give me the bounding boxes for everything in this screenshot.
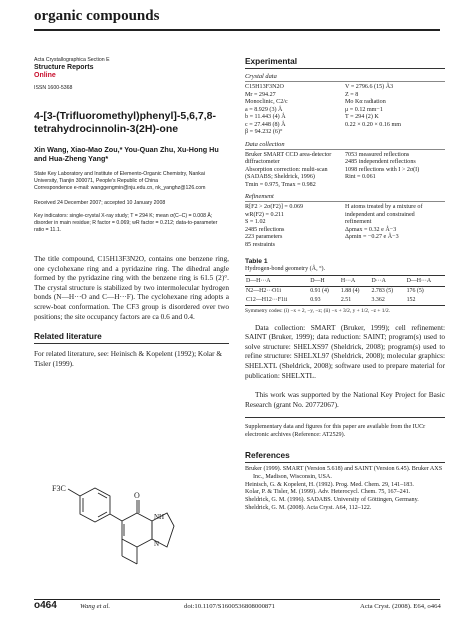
table-cell: 1.88 (4): [340, 288, 360, 294]
table-header-cell: D—H···A: [406, 276, 445, 287]
affil-line-3: Correspondence e-mail: wanggengmin@nju.edu.cn, nk_yanghz@126.com: [34, 185, 206, 191]
label-oxygen: O: [134, 491, 140, 500]
references-heading: References: [245, 450, 445, 463]
crystal-mr: Mr = 294.27: [245, 91, 276, 98]
experimental-heading: Experimental: [245, 56, 445, 69]
collection-line: Bruker SMART CCD area-detector: [245, 151, 332, 158]
refinement-right: [345, 204, 445, 249]
reference-item: Heinisch, G. & Kopelent, H. (1992). Prog. Med. Chem. 29, 141–183.: [245, 481, 414, 488]
footer-authors: Wang et al.: [80, 603, 111, 610]
keyinfo-line-2: disorder in main residue; R factor = 0.069; wR factor = 0.212; data-to-parameter: [34, 220, 218, 226]
crystal-data-heading: Crystal data: [245, 73, 445, 82]
footer-journal: Acta Cryst. (2008). E64, o464: [360, 603, 441, 610]
refinement-line: H atoms treated by a mixture of: [345, 204, 423, 210]
affil-line-2: University, Tianjin 300071, People's Republic of China: [34, 178, 159, 184]
authors-line-2: and Hua-Zheng Yang*: [34, 154, 109, 163]
label-cf3: F3C: [52, 484, 66, 493]
data-collection-right: [345, 152, 445, 190]
collection-line: 2485 independent reflections: [345, 159, 416, 165]
refinement: [245, 204, 445, 249]
key-indicators: [34, 213, 229, 234]
authors-line-1: Xin Wang, Xiao-Mao Zou,* You-Quan Zhu, Xu-Hong Hu: [34, 145, 219, 154]
crystal-mu: μ = 0.12 mm−1: [345, 106, 383, 113]
crystal-data-left: [245, 84, 345, 137]
journal-meta: [34, 57, 229, 80]
table-header-cell: D···A: [371, 276, 406, 287]
crystal-temperature: T = 294 (2) K: [345, 114, 379, 120]
refinement-line: 2485 reflections: [245, 226, 285, 233]
references-list: [245, 466, 445, 513]
reference-item: Bruker (1999). SMART (Version 5.618) and SAINT (Version 6.45). Bruker AXS Inc., Madison, Wisconsin, USA.: [245, 465, 443, 480]
symmetry-codes: Symmetry codes: (i) −x + 2, −y, −z; (ii) −x + 3/2, y + 1/2, −z + 1/2.: [245, 307, 390, 314]
title-line-1: 4-[3-(Trifluoromethyl)phenyl]-5,6,7,8-: [34, 110, 217, 122]
journal-name: Acta Crystallographica Section E: [34, 57, 110, 63]
related-literature-text: For related literature, see: Heinisch & Kopelent (1992); Kolar & Tisler (1999).: [34, 349, 223, 368]
refinement-line: 85 restraints: [245, 241, 275, 248]
table-cell: 2.783 (5): [371, 288, 394, 294]
supplementary-note: Supplementary data and figures for this paper are available from the IUCr electronic archives (Reference: AT2529).: [245, 417, 445, 440]
molecule-structure-diagram: [50, 468, 175, 573]
crystal-size: 0.22 × 0.20 × 0.16 mm: [345, 121, 401, 128]
refinement-line: wR(F2) = 0.211: [245, 211, 284, 218]
refinement-line: Δρmax = 0.32 e Å−3: [345, 226, 397, 233]
table-header-cell: D—H: [309, 276, 340, 287]
crystal-b: b = 11.443 (4) Å: [245, 114, 286, 120]
issn: ISSN 1600-5368: [34, 85, 73, 91]
article-title: [34, 110, 229, 136]
table-cell: N2—H2···O1i: [246, 288, 282, 294]
collection-line: Rint = 0.061: [345, 174, 376, 180]
refinement-left: [245, 204, 345, 249]
table-row: [245, 287, 445, 296]
reference-item: Sheldrick, G. M. (1996). SADABS. University of Göttingen, Germany.: [245, 497, 419, 504]
crystal-z: Z = 8: [345, 91, 359, 98]
data-collection-left: [245, 152, 345, 190]
related-literature-heading: Related literature: [34, 331, 229, 344]
crystal-beta: β = 94.232 (6)°: [245, 129, 283, 135]
collection-line: 1098 reflections with I > 2σ(I): [345, 166, 420, 173]
table-cell: 3.362: [371, 296, 406, 305]
table-cell: 176 (5): [406, 288, 424, 294]
collection-line: (SADABS; Sheldrick, 1996): [245, 174, 315, 180]
authors: [34, 145, 229, 163]
refinement-line: R[F2 > 2σ(F2)] = 0.069: [245, 204, 304, 210]
crystal-system: Monoclinic, C2/c: [245, 99, 288, 105]
table-1: [245, 258, 445, 314]
refinement-line: independent and constrained: [345, 211, 415, 218]
crystal-volume: V = 2796.6 (15) Å3: [345, 84, 394, 90]
collection-line: Absorption correction: multi-scan: [245, 166, 328, 173]
collection-line: 7053 measured reflections: [345, 151, 410, 158]
affiliation: [34, 171, 229, 192]
table-cell: 0.93: [309, 296, 340, 305]
footer-doi: doi:10.1107/S1600536808000871: [184, 603, 275, 610]
crystal-c: c = 27.448 (8) Å: [245, 121, 286, 128]
data-collection-heading: Data collection: [245, 141, 445, 150]
crystal-data-right: [345, 84, 445, 137]
header-rule: [34, 29, 440, 31]
refinement-line: 223 parameters: [245, 234, 283, 240]
table-cell: C12—H12···F1ii: [245, 296, 309, 305]
data-collection-paragraph: Data collection: SMART (Bruker, 1999); cell refinement: SAINT (Bruker, 1999); data reduction: SAINT; program(s) used to solve structure: SHELXS97 (Sheldrick, 2008); program(s) used to refine structure: SHELXL97 (Sheldrick, 2008); molecular graphics: SHELXTL (Sheldrick, 2008); software used to prepare material for publication: SHELXTL.: [245, 322, 445, 380]
journal-series: Structure Reports: [34, 64, 94, 71]
refinement-line: Δρmin = −0.27 e Å−3: [345, 234, 399, 240]
crystal-formula: C15H13F3N2O: [245, 84, 284, 90]
title-line-2: tetrahydrocinnolin-3(2H)-one: [34, 123, 179, 135]
data-collection: [245, 152, 445, 190]
label-n: N: [154, 540, 160, 548]
table-cell: 152: [406, 296, 445, 305]
table-title: Table 1: [245, 258, 268, 265]
reference-item: Kolar, P. & Tisler, M. (1999). Adv. Heterocycl. Chem. 75, 167–241.: [245, 489, 411, 496]
table-row: [245, 296, 445, 305]
keyinfo-line-3: ratio = 11.1.: [34, 227, 62, 233]
table-header-row: [245, 276, 445, 287]
footer-rule: [34, 599, 440, 600]
collection-line: Tmin = 0.975, Tmax = 0.982: [245, 181, 316, 188]
left-column: [34, 33, 229, 368]
table-cell: 0.91 (4): [310, 288, 329, 294]
refinement-line: S = 1.02: [245, 219, 266, 225]
affil-line-1: State Key Laboratory and Institute of Elemento-Organic Chemistry, Nankai: [34, 171, 205, 177]
crystal-a: a = 8.929 (3) Å: [245, 106, 283, 113]
right-column: [245, 33, 445, 513]
table-caption: Hydrogen-bond geometry (Å, °).: [245, 266, 326, 272]
collection-line: diffractometer: [245, 159, 280, 165]
journal-online: Online: [34, 72, 56, 79]
received-date: Received 24 December 2007; accepted 10 January 2008: [34, 200, 166, 206]
refinement-heading: Refinement: [245, 193, 445, 202]
table-header-cell: H···A: [340, 276, 371, 287]
page-number: o464: [34, 600, 57, 611]
support-paragraph: This work was supported by the National Key Project for Basic Research (grant No. 20772067).: [245, 390, 445, 409]
abstract: The title compound, C15H13F3N2O, contains one benzene ring, one cyclohexane ring and a pyridazine ring. The dihedral angle formed by the pyridazine ring with the benzene ring is 61.5 (2)°. The crystal structure is stabilized by two intermolecular hydrogen bonds (N—H···O and C—H···F). The cyclohexane ring adopts a screw-boat conformation. The CF3 group is disordered over two positions; the site occupancy factors are ca 0.6 and 0.4.: [34, 254, 229, 321]
crystal-data: [245, 84, 445, 137]
section-title: organic compounds: [34, 8, 160, 24]
keyinfo-line-1: Key indicators: single-crystal X-ray study; T = 294 K; mean σ(C–C) = 0.008 Å;: [34, 213, 213, 219]
refinement-line: refinement: [345, 219, 372, 225]
crystal-radiation: Mo Kα radiation: [345, 99, 386, 105]
table-cell: 2.51: [340, 296, 371, 305]
reference-item: Sheldrick, G. M. (2008). Acta Cryst. A64, 112–122.: [245, 504, 372, 511]
table-header-cell: D—H···A: [245, 276, 309, 287]
label-nh: NH: [154, 513, 165, 521]
hydrogen-bond-table: [245, 275, 445, 306]
